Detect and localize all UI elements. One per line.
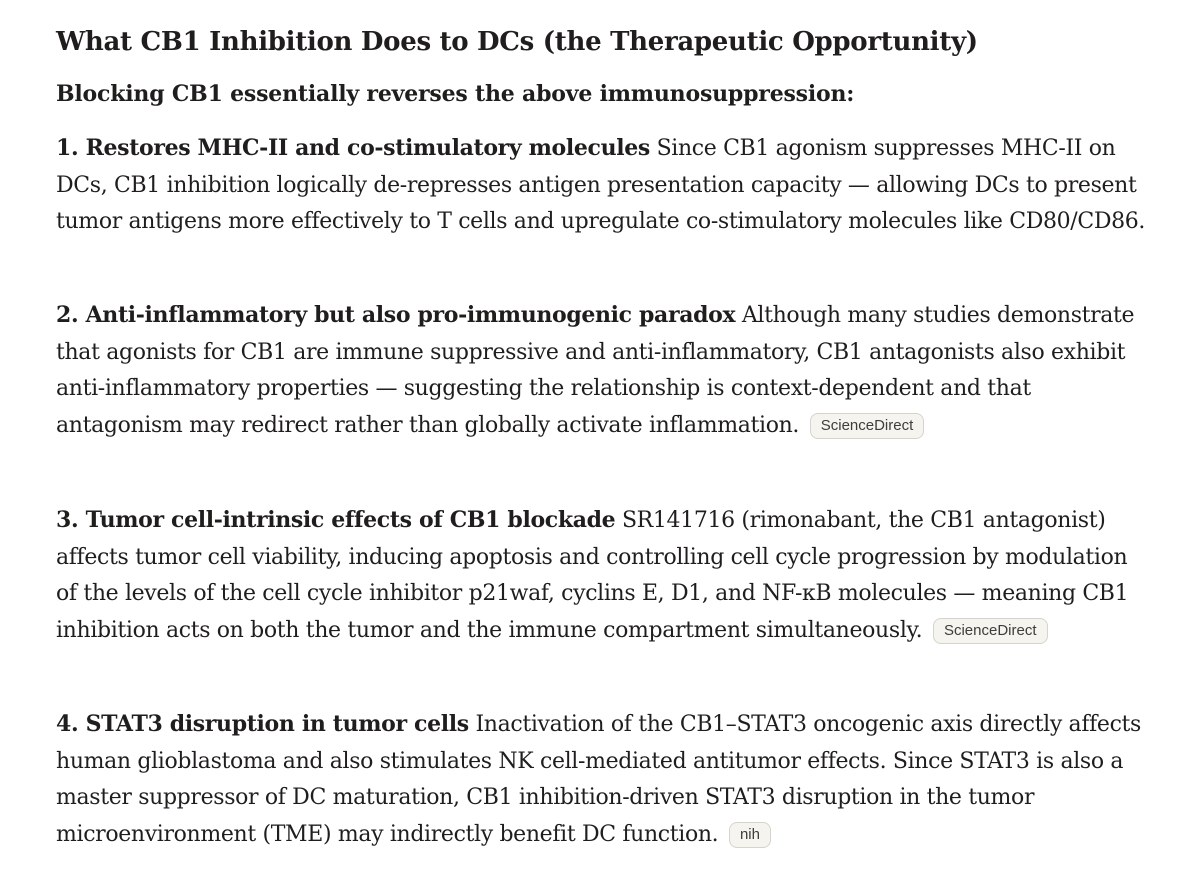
- list-item-3: [56, 502, 1146, 649]
- list-item-4: [56, 706, 1146, 853]
- item-body: SR141716 (rimonabant, the CB1 antagonist) affects tumor cell viability, inducing apoptosis and controlling cell cycle progression by modulation of the levels of the cell cycle inhibitor p21waf, cyclins E, D1, and NF-κB molecules — meaning CB1 inhibition acts on both the tumor and the immune compartment simultaneously.: [56, 508, 1129, 643]
- item-title: 3. Tumor cell-intrinsic effects of CB1 blockade: [56, 507, 616, 533]
- intro-text: Blocking CB1 essentially reverses the above immunosuppression:: [56, 81, 855, 107]
- item-title: 1. Restores MHC-II and co-stimulatory molecules: [56, 135, 650, 161]
- citation-badge-sciencedirect[interactable]: ScienceDirect: [933, 618, 1048, 644]
- item-body: Since CB1 agonism suppresses MHC-II on DCs, CB1 inhibition logically de-represses antigen presentation capacity — allowing DCs to present tumor antigens more effectively to T cells and upregulate co-stimulatory molecules like CD80/CD86.: [56, 136, 1146, 234]
- item-body: Although many studies demonstrate that agonists for CB1 are immune suppressive and anti-inflammatory, CB1 antagonists also exhibit anti-inflammatory properties — suggesting the relationship is context-dependent and that antagonism may redirect rather than globally activate inflammation.: [56, 303, 1135, 438]
- item-body: Inactivation of the CB1–STAT3 oncogenic axis directly affects human glioblastoma and also stimulates NK cell-mediated antitumor effects. Since STAT3 is also a master suppressor of DC maturation, CB1 inhibition-driven STAT3 disruption in the tumor microenvironment (TME) may indirectly benefit DC function.: [56, 712, 1141, 847]
- list-item-2: [56, 297, 1146, 444]
- item-title: 2. Anti-inflammatory but also pro-immunogenic paradox: [56, 302, 736, 328]
- citation-badge-nih[interactable]: nih: [729, 822, 771, 848]
- item-title: 4. STAT3 disruption in tumor cells: [56, 711, 469, 737]
- list-item-1: [56, 130, 1146, 241]
- section-heading: What CB1 Inhibition Does to DCs (the Therapeutic Opportunity): [56, 27, 978, 57]
- citation-badge-sciencedirect[interactable]: ScienceDirect: [810, 413, 925, 439]
